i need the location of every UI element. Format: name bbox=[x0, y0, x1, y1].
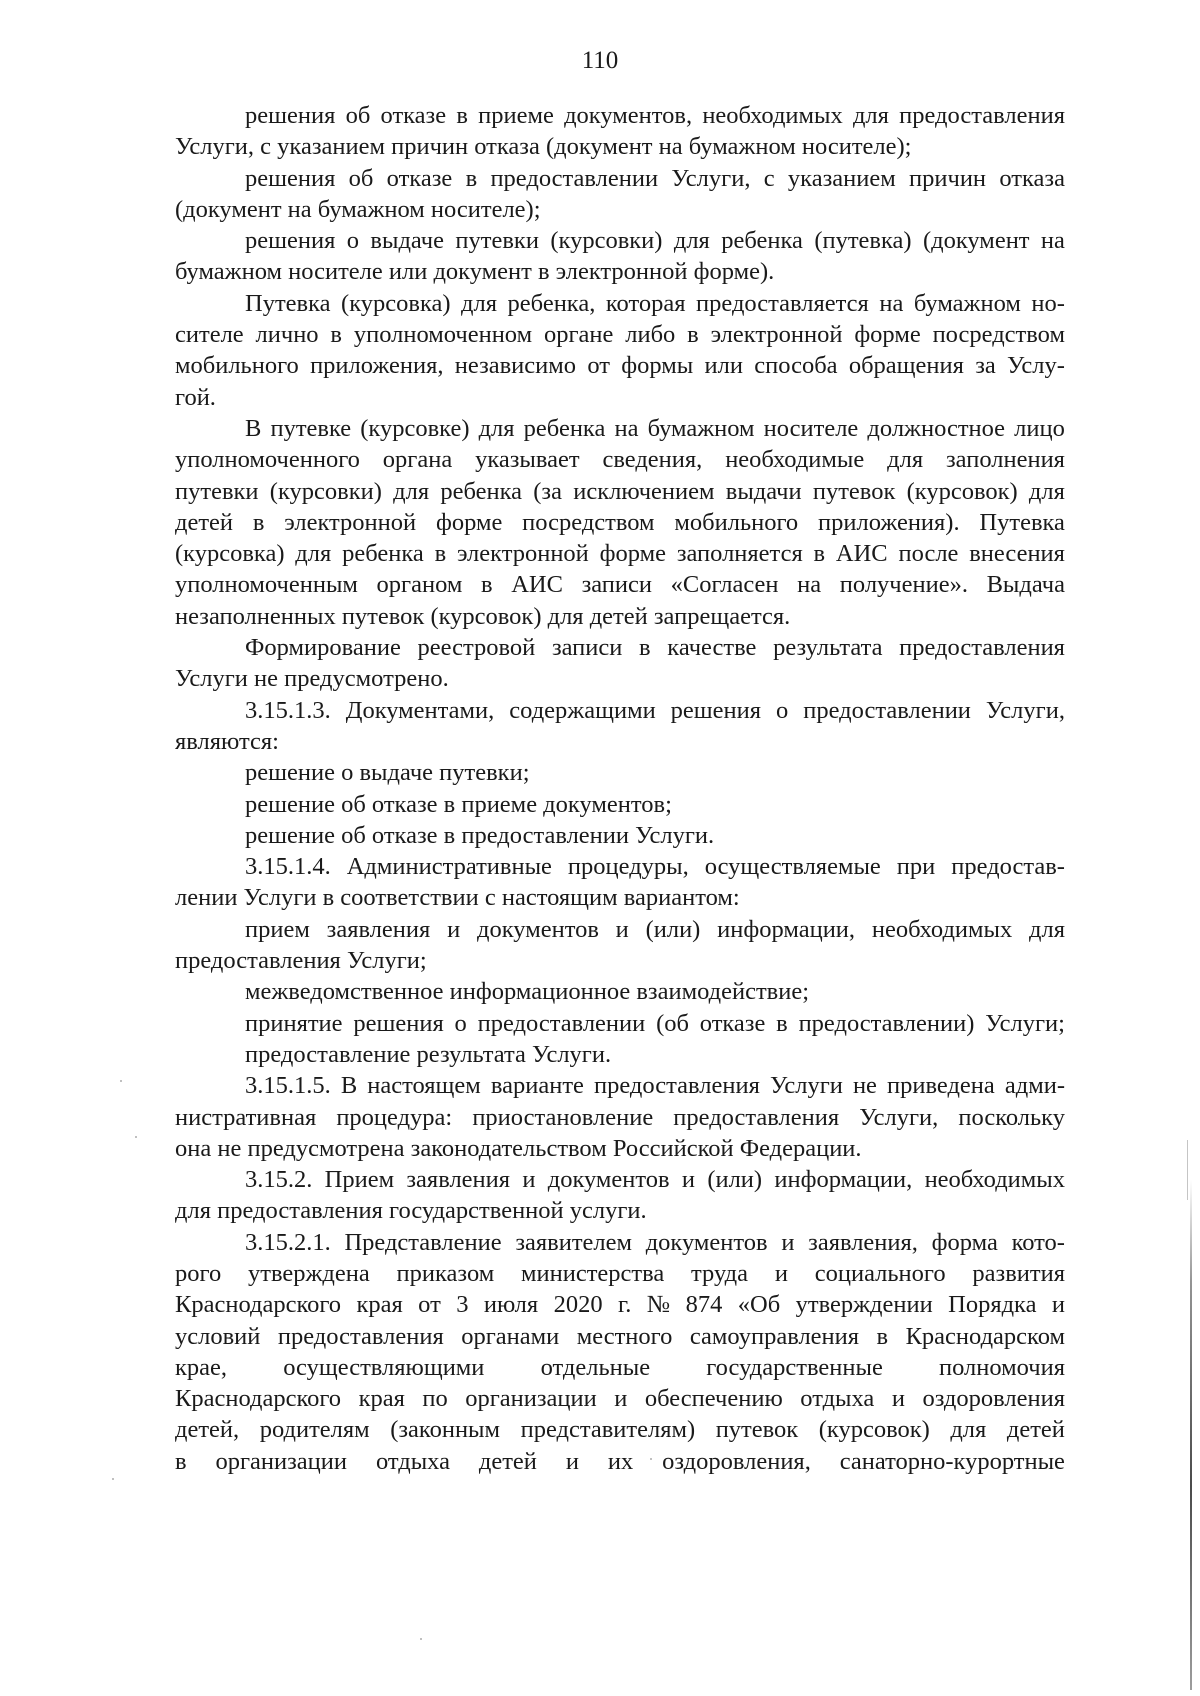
text-line: решения о выдаче путевки (курсовки) для ребенка (путевка) (документ на bbox=[245, 227, 1065, 255]
text-line: 3.15.2. Прием заявления и документов и (или) информации, необходимых bbox=[245, 1166, 1065, 1194]
scan-speck bbox=[552, 716, 554, 718]
text-line: 3.15.1.3. Документами, содержащими решения о предоставлении Услуги, bbox=[245, 696, 1065, 724]
text-line: предоставления Услуги; bbox=[175, 947, 427, 975]
scan-speck bbox=[420, 1638, 422, 1640]
text-line: межведомственное информационное взаимодействие; bbox=[245, 978, 810, 1006]
text-line: гой. bbox=[175, 383, 216, 411]
text-line: бумажном носителе или документ в электронной форме). bbox=[175, 258, 775, 286]
text-line: детей в электронной форме посредством мобильного приложения). Путевка bbox=[175, 508, 1065, 536]
scan-speck bbox=[135, 1136, 137, 1138]
scan-speck bbox=[112, 1478, 114, 1480]
text-line: рого утверждена приказом министерства труда и социального развития bbox=[175, 1259, 1065, 1287]
text-line: нистративная процедура: приостановление предоставления Услуги, поскольку bbox=[175, 1103, 1065, 1131]
text-line: В путевке (курсовке) для ребенка на бумажном носителе должностное лицо bbox=[245, 414, 1065, 442]
text-line: детей, родителям (законным представителям) путевок (курсовок) для детей bbox=[175, 1416, 1065, 1444]
text-line: решение об отказе в предоставлении Услуги. bbox=[245, 821, 715, 849]
text-line: мобильного приложения, независимо от формы или способа обращения за Услу- bbox=[175, 352, 1065, 380]
scan-edge-shadow bbox=[1190, 1180, 1192, 1690]
text-line: 3.15.1.4. Административные процедуры, осуществляемые при предостав- bbox=[245, 853, 1065, 881]
text-line: прием заявления и документов и (или) информации, необходимых для bbox=[245, 915, 1065, 943]
text-line: Услуги не предусмотрено. bbox=[175, 665, 449, 693]
text-line: 3.15.2.1. Представление заявителем документов и заявления, форма кото- bbox=[245, 1228, 1065, 1256]
scan-speck bbox=[120, 1080, 122, 1082]
scan-speck bbox=[650, 1458, 652, 1460]
text-line: для предоставления государственной услуги. bbox=[175, 1197, 647, 1225]
text-line: незаполненных путевок (курсовок) для детей запрещается. bbox=[175, 602, 791, 630]
text-line: уполномоченного органа указывает сведения, необходимые для заполнения bbox=[175, 446, 1065, 474]
text-line: сителе лично в уполномоченном органе либо в электронной форме посредством bbox=[175, 321, 1065, 349]
text-line: она не предусмотрена законодательством Российской Федерации. bbox=[175, 1134, 862, 1162]
text-line: решения об отказе в предоставлении Услуги, с указанием причин отказа bbox=[245, 164, 1065, 192]
text-line: решение об отказе в приеме документов; bbox=[245, 790, 672, 818]
text-line: крае, осуществляющими отдельные государственные полномочия bbox=[175, 1353, 1065, 1381]
text-line: Краснодарского края по организации и обеспечению отдыха и оздоровления bbox=[175, 1385, 1065, 1413]
scan-edge-mark bbox=[1187, 1140, 1188, 1200]
text-line: уполномоченным органом в АИС записи «Согласен на получение». Выдача bbox=[175, 571, 1065, 599]
text-line: (курсовка) для ребенка в электронной форме заполняется в АИС после внесения bbox=[175, 540, 1065, 568]
text-line: Краснодарского края от 3 июля 2020 г. № 874 «Об утверждении Порядка и bbox=[175, 1291, 1065, 1319]
text-line: (документ на бумажном носителе); bbox=[175, 195, 541, 223]
text-line: лении Услуги в соответствии с настоящим вариантом: bbox=[175, 884, 740, 912]
text-line: 3.15.1.5. В настоящем варианте предоставления Услуги не приведена адми- bbox=[245, 1072, 1065, 1100]
text-line: условий предоставления органами местного самоуправления в Краснодарском bbox=[175, 1322, 1065, 1350]
text-line: решения об отказе в приеме документов, необходимых для предоставления bbox=[245, 102, 1065, 129]
body-text bbox=[175, 100, 1065, 1477]
text-line: решение о выдаче путевки; bbox=[245, 759, 530, 787]
text-line: путевки (курсовки) для ребенка (за исключением выдачи путевок (курсовок) для bbox=[175, 477, 1065, 505]
text-line: являются: bbox=[175, 727, 279, 755]
text-line: в организации отдыха детей и их оздоровления, санаторно-курортные bbox=[175, 1447, 1065, 1475]
text-line: Услуги, с указанием причин отказа (документ на бумажном носителе); bbox=[175, 133, 912, 161]
page-number: 110 bbox=[581, 47, 619, 74]
text-line: Путевка (курсовка) для ребенка, которая предоставляется на бумажном но- bbox=[245, 289, 1065, 317]
text-line: принятие решения о предоставлении (об отказе в предоставлении) Услуги; bbox=[245, 1009, 1065, 1037]
text-line: Формирование реестровой записи в качестве результата предоставления bbox=[245, 634, 1065, 662]
text-line: предоставление результата Услуги. bbox=[245, 1040, 612, 1068]
